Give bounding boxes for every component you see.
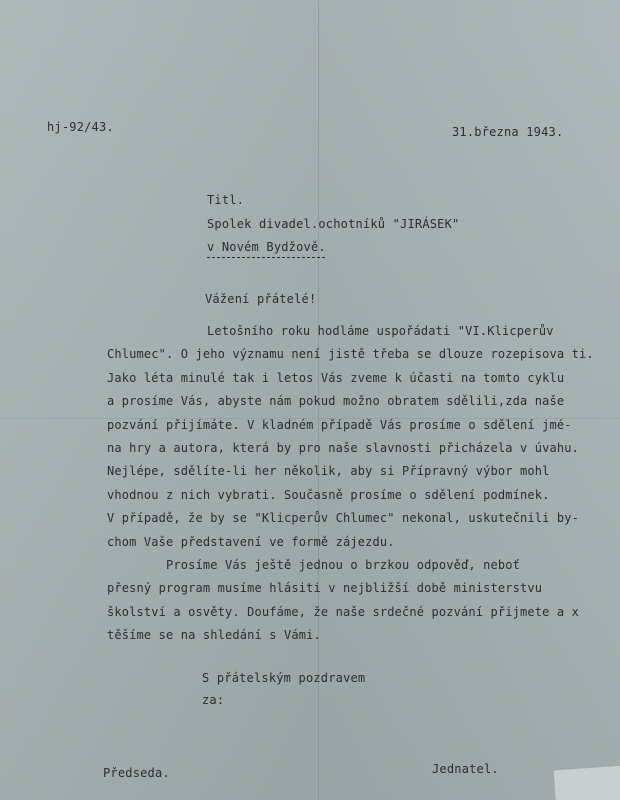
body-line: vhodnou z nich vybrati. Současně prosíme o sdělení podmínek. [107,487,550,502]
body-line: V případě, že by se "Klicperův Chlumec" nekonal, uskutečnili by- [107,511,579,526]
body-line: těšíme se na shledání s Vámi. [107,628,321,643]
addressee-line-2: Spolek divadel.ochotníků "JIRÁSEK" [207,217,460,231]
address-underline [207,257,325,258]
body-line: a prosíme Vás, abyste nám pokud možno obratem sdělili,zda naše [107,394,565,409]
closing-line: S přátelským pozdravem [202,671,366,685]
body-line: na hry a autora, která by pro naše slavnosti přicházela v úvahu. [107,440,579,455]
body-line: chom Vaše představení ve formě zájezdu. [107,534,395,549]
letter-date: 31.března 1943. [452,125,564,139]
body-line: Jako léta minulé tak i letos Vás zveme k účasti na tomto cyklu [107,370,565,385]
body-line: přesný program musíme hlásiti v nejbližší době ministerstvu [107,581,543,596]
body-line: Letošního roku hodláme uspořádati "VI.Klicperův [207,324,554,338]
za-label: za: [202,693,225,707]
signature-secretary: Jednatel. [432,762,499,776]
letter-body [107,320,594,647]
body-line: Prosíme Vás ještě jednou o brzkou odpověď, neboť [107,557,520,572]
body-line: pozvání přijímáte. V kladném případě Vás prosíme o sdělení jmé- [107,417,572,432]
reference-number: hj-92/43. [47,120,114,134]
addressee-line-3: v Novém Bydžově. [207,240,326,254]
body-line: školství a osvěty. Doufáme, že naše srdečné pozvání přijmete a x [107,604,579,619]
signature-chairman: Předseda. [103,766,170,780]
paper-corner [554,766,620,800]
body-line: Nejlépe, sdělíte-li her několik, aby si Přípravný výbor mohl [107,464,550,479]
addressee-line-1: Titl. [207,193,245,207]
salutation: Vážení přátelé! [205,292,317,306]
body-line: Chlumec". O jeho významu není jistě třeba se dlouze rozepisova ti. [107,347,594,362]
